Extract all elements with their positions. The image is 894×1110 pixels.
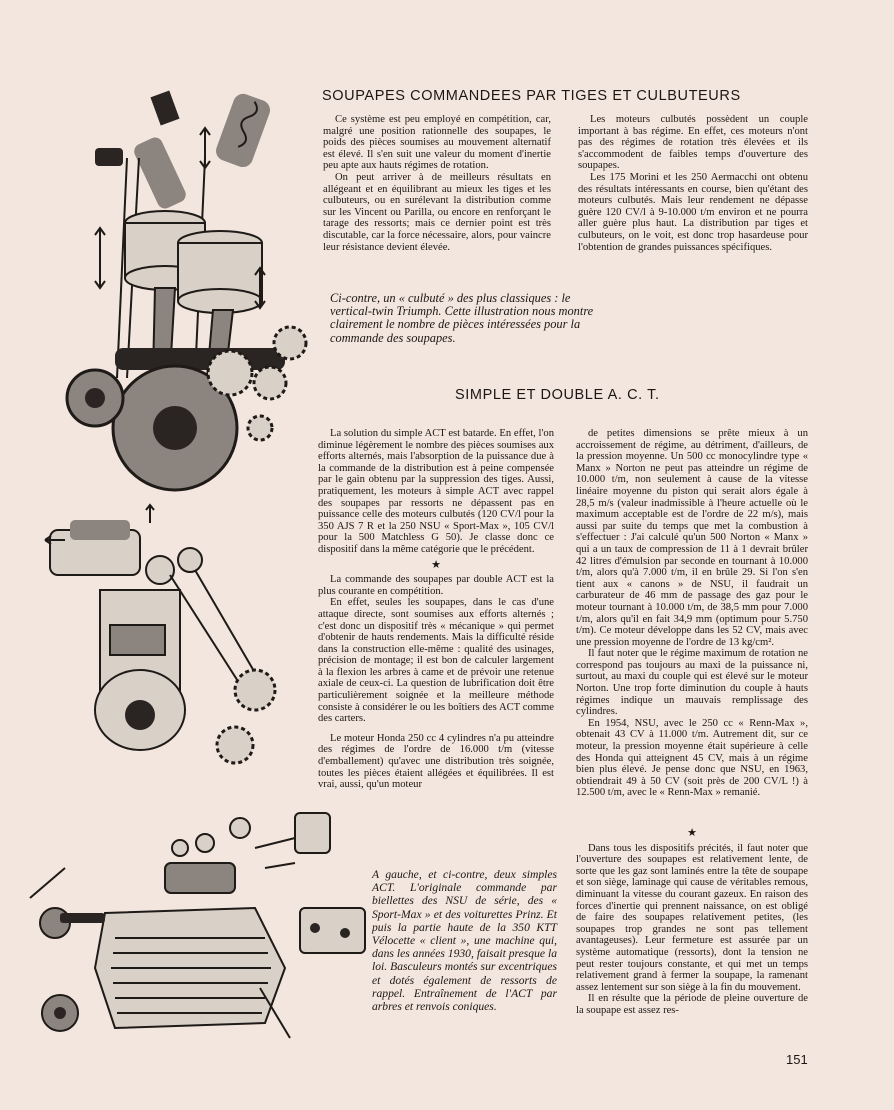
section2-title: SIMPLE ET DOUBLE A. C. T. <box>455 387 660 403</box>
section2-column-right-top <box>576 428 808 799</box>
paragraph: de petites dimensions se prête mieux à un accroissement de régime, au détriment, d'ailleurs, de la pression moyenne. Un 500 cc monocylindre type « Manx » Norton ne peut pas atteindre un régime de 10.000 t/m, non seulement à cause de la vitesse linéaire moyenne du piston qui serait alors égale à 28,5 m/s (valeur inadmissible à l'heure actuelle où le maximum acceptable est de l'ordre de 22 m/s), mais aussi par suite du temps que met la combustion à s'effectuer : J'ai calculé qu'un 500 Norton « Manx » qui a un taux de compression de 11 à 1 devrait brûler 42 litres d'émulsion par seconde en tournant à 10.000 t/m, alors qu'à 7.000 t/m, il en brûle 29. Si l'on s'en tient aux « canons » de NSU, il faudrait un carburateur de 46 mm de passage des gaz pour le moteur tournant à 10.000 t/m, de 38,5 mm pour 7.000 t/m, alors qu'il en fait 34,9 mm (optimum pour 5.750 t/m). Ce moteur développe dans les 52 CV, mais avec une pression moyenne de l'ordre de 13 kg/cm². <box>576 428 808 648</box>
paragraph: Les 175 Morini et les 250 Aermacchi ont obtenu des résultats intéressants en course, bien qu'étant des moteurs culbutés. Mais leur rendement ne dépasse guère 120 CV/l à 9-10.000 t/m environ et ne pourra aller guère plus haut. La distribution par tiges et culbuteurs, on le voit, est donc trop hasardeuse pour l'obtention de grandes puissances spécifiques. <box>578 171 808 253</box>
paragraph: Ce système est peu employé en compétition, car, malgré une position rationnelle des soupapes, le poids des pièces soumises au mouvement alternatif est élevé. Il s'en suit une valeur du moment d'inertie peu apte aux hauts régimes de rotation. <box>323 114 551 172</box>
paragraph: En effet, seules les soupapes, dans le cas d'une attaque directe, sont soumises aux efforts alternés ; c'est donc un dispositif très « mécanique » qui permet d'obtenir de hauts rendements. Mais la difficulté réside dans la construction elle-même : qualité des usinages, précision de montage; il est bon de calculer largement à la flexion les arbres à came et de prévoir une retenue axiale de ceux-ci. La question de lubrification doit être particulièrement soignée et la meilleure méthode consiste à considérer le ou les boîtiers des ACT comme des carters. <box>318 597 554 725</box>
velocette-engine-illustration <box>25 808 375 1048</box>
paragraph: Les moteurs culbutés possèdent un couple important à bas régime. En effet, ces moteurs n'ont pas des régimes de rotation très élevées et ils s'accommodent de faibles temps d'ouverture des soupapes. <box>578 114 808 172</box>
page-number: 151 <box>786 1052 808 1067</box>
section1-caption: Ci-contre, un « culbuté » des plus classiques : le vertical-twin Triumph. Cette illustration nous montre clairement le nombre de pièces intéressées pour la commande des soupapes. <box>330 291 594 345</box>
paragraph: Il en résulte que la période de pleine ouverture de la soupape est assez res- <box>576 993 808 1016</box>
section1-title: SOUPAPES COMMANDEES PAR TIGES ET CULBUTEURS <box>322 88 741 104</box>
paragraph: En 1954, NSU, avec le 250 cc « Renn-Max », obtenait 43 CV à 11.000 t/m. Autrement dit, sur ce moteur, la pression moyenne était supérieure à celle des Honda qui atteignent 45 CV, mais à un régime bien plus élevé. Je pense donc que NSU, en 1963, obtiendrait 49 à 50 CV (soit près de 200 CV/L !) à 12.500 t/m, avec le « Renn-Max » remanié. <box>576 717 808 799</box>
paragraph: La solution du simple ACT est batarde. En effet, l'on diminue légèrement le nombre des pièces soumises aux efforts alternés, mais l'absorption de la puissance due à la commande de la distribution est à peine compensée par le gain obtenu par la suppression des tiges. Aussi, pratiquement, les moteurs à simple ACT avec rappel des soupapes par ressorts ne dépassent pas en puissance celle des moteurs culbutés (120 CV/l pour la 350 AJS 7 R et la 250 NSU « Sport-Max », 105 CV/l pour la 500 Matchless G 50). Je classe donc ce dispositif dans la même catégorie que le précédent. <box>318 428 554 555</box>
paragraph: Dans tous les dispositifs précités, il faut noter que l'ouverture des soupapes est relativement lente, de sorte que les gaz sont laminés entre la tête de soupape et son siège, laminage qui cause de véritables remous, diminuant la vitesse du courant gazeux. En raison des forces d'inertie qui prennent naissance, on est obligé de faire des soupapes relativement petites, (les soupapes trop grandes ne sont pas tellement avantageuses). Leur fermeture est assurée par un système automatique (ressorts), dont la tension ne peut rester toujours constante, et qui met un temps relativement grand à fermer la soupape, la ramenant assez lentement sur son siège à la fin du mouvement. <box>576 842 808 993</box>
paragraph: Le moteur Honda 250 cc 4 cylindres n'a pu atteindre des régimes de l'ordre de 16.000 t/m (vitesse d'emballement) qu'avec une distribution très soignée, toutes les pièces étaient allégées et équilibrées. Il est vrai, aussi, qu'un moteur <box>318 732 554 791</box>
section1-column-right <box>578 114 808 253</box>
section2-column-right-bottom <box>576 828 808 1017</box>
section2-column-left <box>318 428 554 791</box>
paragraph: On peut arriver à de meilleurs résultats en allégeant et en équilibrant au mieux les tiges et les culbuteurs, ou en surélevant la distribution comme sur les Vincent ou Parilla, ou encore en renforçant le tarage des ressorts; mais ce dernier point est très discutable, car la force nécessaire, alors, pour vaincre leur résistance devient élevée. <box>323 171 551 253</box>
star-separator: ★ <box>687 827 697 839</box>
triumph-engine-illustration <box>55 88 315 493</box>
paragraph: La commande des soupapes par double ACT est la plus courante en compétition. <box>318 574 554 597</box>
nsu-engine-illustration <box>40 500 295 790</box>
section2-caption: A gauche, et ci-contre, deux simples ACT. L'originale commande par biellettes des NSU de série, des « Sport-Max » et des voiturettes Prinz. Et puis la partie haute de la 350 KTT Vélocette « client », une machine qui, dans les années 1930, faisait presque la loi. Basculeurs montés sur excentriques et dotés également de ressorts de rappel. Entraînement de l'ACT par arbres et renvois coniques. <box>372 868 557 1014</box>
section1-column-left <box>323 114 551 253</box>
star-separator: ★ <box>431 558 441 571</box>
paragraph: Il faut noter que le régime maximum de rotation ne correspond pas toujours au maxi de la puissance ni, surtout, au maxi du couple qui est élevé sur le moteur Norton. Une trop forte diminution du couple à hauts régimes indique un mauvais remplissage des cylindres. <box>576 648 808 718</box>
